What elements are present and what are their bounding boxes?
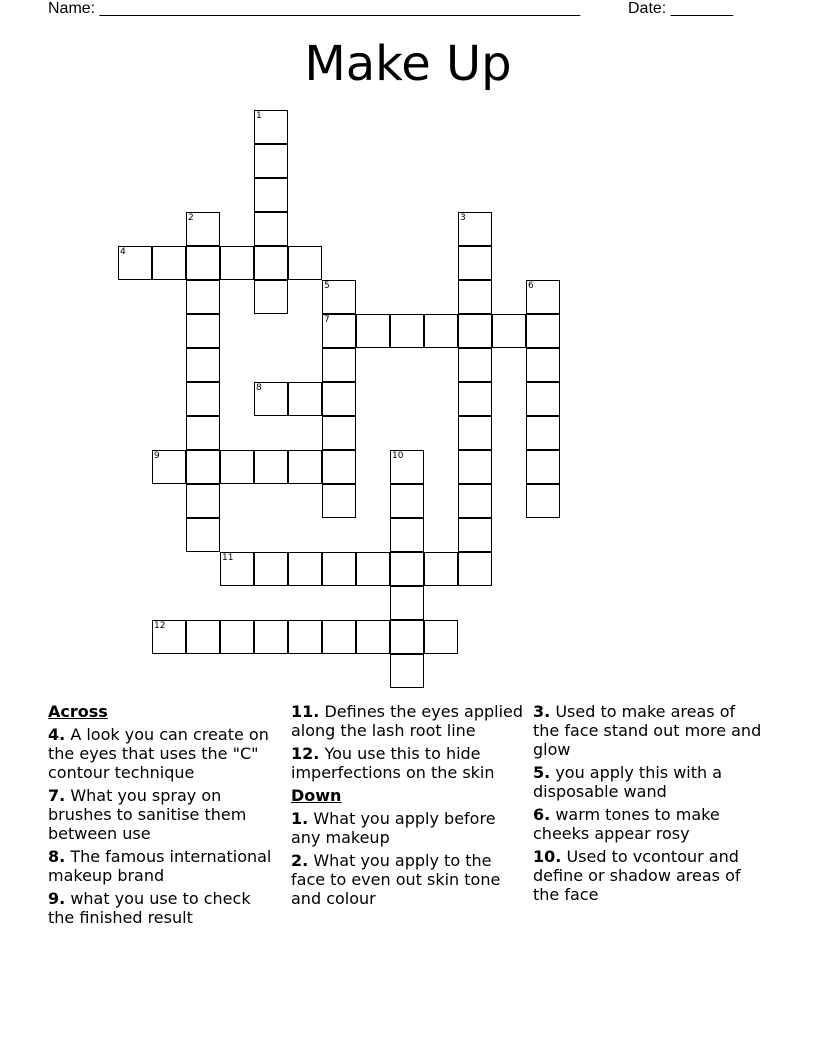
- crossword-cell[interactable]: [458, 416, 492, 450]
- crossword-cell[interactable]: [254, 382, 288, 416]
- crossword-cell[interactable]: [254, 280, 288, 314]
- down-clue: [533, 847, 765, 904]
- crossword-cell[interactable]: [152, 246, 186, 280]
- clue-text: you apply this with a disposable wand: [533, 763, 723, 801]
- crossword-cell[interactable]: [186, 484, 220, 518]
- crossword-cell[interactable]: [186, 246, 220, 280]
- crossword-cell[interactable]: [356, 314, 390, 348]
- cell-number: 3: [460, 213, 466, 223]
- clue-number: 6.: [533, 805, 551, 824]
- crossword-cell[interactable]: [322, 552, 356, 586]
- crossword-cell[interactable]: [390, 450, 424, 484]
- down-clue: [291, 851, 523, 908]
- crossword-cell[interactable]: [288, 552, 322, 586]
- crossword-cell[interactable]: [220, 246, 254, 280]
- across-clue: [291, 702, 523, 740]
- clue-text: Used to vcontour and define or shadow areas of the face: [533, 847, 741, 904]
- clue-number: 2.: [291, 851, 309, 870]
- down-heading: Down: [291, 786, 342, 805]
- crossword-cell[interactable]: [322, 416, 356, 450]
- clue-text: What you apply before any makeup: [291, 809, 496, 847]
- cell-number: 5: [324, 281, 330, 291]
- name-field: Name: ______________________________________________________: [48, 0, 581, 17]
- crossword-cell[interactable]: [526, 484, 560, 518]
- crossword-cell[interactable]: [152, 450, 186, 484]
- crossword-cell[interactable]: [254, 178, 288, 212]
- crossword-cell[interactable]: [458, 450, 492, 484]
- clue-number: 8.: [48, 847, 66, 866]
- clue-text: Used to make areas of the face stand out more and glow: [533, 702, 762, 759]
- clue-number: 7.: [48, 786, 66, 805]
- crossword-cell[interactable]: [186, 450, 220, 484]
- crossword-cell[interactable]: [322, 620, 356, 654]
- cell-number: 2: [188, 213, 194, 223]
- crossword-cell[interactable]: [390, 518, 424, 552]
- cell-number: 11: [222, 553, 234, 563]
- crossword-cell[interactable]: [390, 620, 424, 654]
- crossword-cell[interactable]: [322, 382, 356, 416]
- cell-number: 1: [256, 111, 262, 121]
- cell-number: 10: [392, 451, 404, 461]
- crossword-cell[interactable]: [220, 450, 254, 484]
- crossword-cell[interactable]: [424, 314, 458, 348]
- crossword-cell[interactable]: [390, 552, 424, 586]
- cell-number: 12: [154, 621, 166, 631]
- crossword-cell[interactable]: [458, 382, 492, 416]
- crossword-cell[interactable]: [254, 212, 288, 246]
- crossword-cell[interactable]: [322, 484, 356, 518]
- across-clue: [48, 786, 280, 843]
- down-clue: [533, 702, 765, 759]
- clue-text: What you spray on brushes to sanitise them between use: [48, 786, 247, 843]
- crossword-cell[interactable]: [390, 654, 424, 688]
- crossword-cell[interactable]: [254, 620, 288, 654]
- crossword-cell[interactable]: [526, 416, 560, 450]
- down-clue: [533, 805, 765, 843]
- cell-number: 4: [120, 247, 126, 257]
- across-clue: [291, 744, 523, 782]
- down-clue: [533, 763, 765, 801]
- crossword-cell[interactable]: [322, 450, 356, 484]
- clue-number: 4.: [48, 725, 66, 744]
- cell-number: 9: [154, 451, 160, 461]
- clue-number: 9.: [48, 889, 66, 908]
- crossword-cell[interactable]: [254, 246, 288, 280]
- crossword-cell[interactable]: [424, 552, 458, 586]
- crossword-cell[interactable]: [254, 144, 288, 178]
- crossword-cell[interactable]: [458, 552, 492, 586]
- clue-text: Defines the eyes applied along the lash root line: [291, 702, 524, 740]
- crossword-cell[interactable]: [322, 280, 356, 314]
- clue-number: 5.: [533, 763, 551, 782]
- clue-text: warm tones to make cheeks appear rosy: [533, 805, 720, 843]
- crossword-cell[interactable]: [186, 382, 220, 416]
- clue-text: A look you can create on the eyes that uses the "C" contour technique: [48, 725, 269, 782]
- crossword-cell[interactable]: [458, 484, 492, 518]
- crossword-cell[interactable]: [390, 314, 424, 348]
- crossword-cell[interactable]: [254, 552, 288, 586]
- crossword-cell[interactable]: [254, 450, 288, 484]
- crossword-cell[interactable]: [288, 450, 322, 484]
- crossword-cell[interactable]: [186, 416, 220, 450]
- across-clue: [48, 725, 280, 782]
- crossword-cell[interactable]: [118, 246, 152, 280]
- crossword-cell[interactable]: [288, 620, 322, 654]
- crossword-cell[interactable]: [186, 518, 220, 552]
- cell-number: 7: [324, 315, 330, 325]
- crossword-cell[interactable]: [458, 518, 492, 552]
- clue-number: 11.: [291, 702, 320, 721]
- date-field: Date: _______: [628, 0, 733, 17]
- clue-column-3: [533, 702, 765, 908]
- clue-number: 1.: [291, 809, 309, 828]
- cell-number: 8: [256, 383, 262, 393]
- clue-column-2: [291, 702, 523, 912]
- crossword-cell[interactable]: [390, 484, 424, 518]
- crossword-cell[interactable]: [288, 246, 322, 280]
- clue-number: 10.: [533, 847, 562, 866]
- crossword-cell[interactable]: [356, 552, 390, 586]
- crossword-cell[interactable]: [458, 314, 492, 348]
- crossword-cell[interactable]: [186, 280, 220, 314]
- across-clue: [48, 889, 280, 927]
- clue-column-1: [48, 702, 280, 931]
- crossword-cell[interactable]: [356, 620, 390, 654]
- clue-number: 12.: [291, 744, 320, 763]
- clue-number: 3.: [533, 702, 551, 721]
- crossword-cell[interactable]: [390, 586, 424, 620]
- crossword-cell[interactable]: [322, 314, 356, 348]
- crossword-cell[interactable]: [254, 110, 288, 144]
- page-title: Make Up: [304, 36, 512, 92]
- crossword-cell[interactable]: [186, 212, 220, 246]
- across-heading: Across: [48, 702, 108, 721]
- clue-text: What you apply to the face to even out skin tone and colour: [291, 851, 501, 908]
- clue-text: You use this to hide imperfections on the skin: [291, 744, 495, 782]
- crossword-cell[interactable]: [186, 348, 220, 382]
- crossword-cell[interactable]: [152, 620, 186, 654]
- crossword-cell[interactable]: [220, 620, 254, 654]
- crossword-cell[interactable]: [220, 552, 254, 586]
- clue-text: what you use to check the finished result: [48, 889, 251, 927]
- crossword-cell[interactable]: [458, 246, 492, 280]
- crossword-cell[interactable]: [526, 348, 560, 382]
- crossword-cell[interactable]: [186, 620, 220, 654]
- crossword-cell[interactable]: [458, 348, 492, 382]
- crossword-cell[interactable]: [322, 348, 356, 382]
- crossword-cell[interactable]: [458, 280, 492, 314]
- crossword-cell[interactable]: [186, 314, 220, 348]
- crossword-cell[interactable]: [424, 620, 458, 654]
- crossword-cell[interactable]: [288, 382, 322, 416]
- cell-number: 6: [528, 281, 534, 291]
- crossword-cell[interactable]: [526, 382, 560, 416]
- crossword-cell[interactable]: [458, 212, 492, 246]
- down-clue: [291, 809, 523, 847]
- across-clue: [48, 847, 280, 885]
- clue-text: The famous international makeup brand: [48, 847, 272, 885]
- crossword-cell[interactable]: [526, 280, 560, 314]
- crossword-cell[interactable]: [492, 314, 526, 348]
- crossword-cell[interactable]: [526, 450, 560, 484]
- crossword-cell[interactable]: [526, 314, 560, 348]
